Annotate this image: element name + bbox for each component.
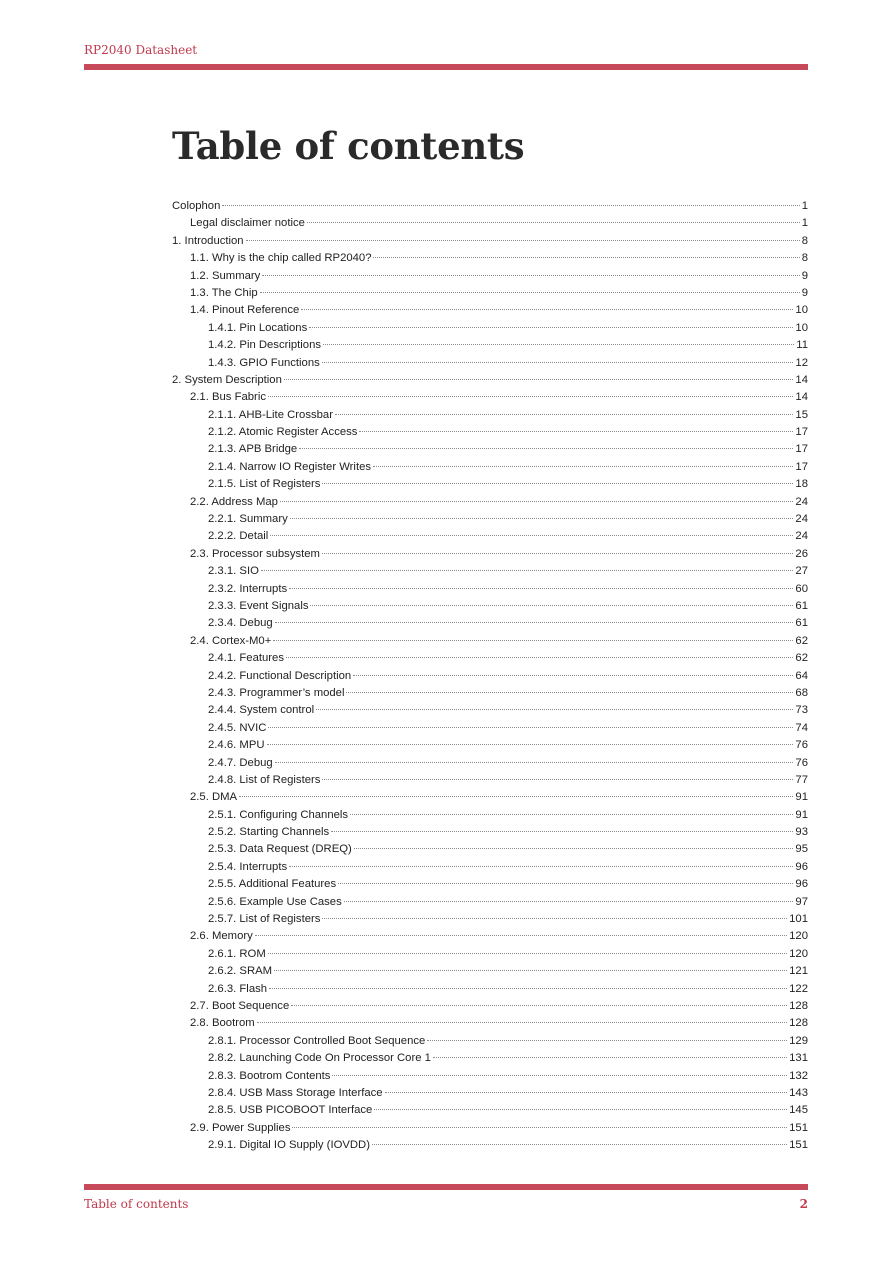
toc-dot-leader bbox=[354, 848, 794, 849]
toc-entry-title: 2.1.1. AHB-Lite Crossbar bbox=[208, 408, 333, 421]
toc-entry-title: 2.2.2. Detail bbox=[208, 530, 269, 543]
toc-entry[interactable] bbox=[172, 1033, 808, 1050]
toc-entry-title: 2.3.3. Event Signals bbox=[208, 599, 309, 612]
toc-entry-title: 2.3.4. Debug bbox=[208, 617, 273, 630]
toc-entry-title: 2. System Description bbox=[172, 373, 282, 386]
toc-entry-title: 2.4.7. Debug bbox=[208, 756, 273, 769]
toc-dot-leader bbox=[372, 1144, 787, 1145]
toc-entry-page-number: 74 bbox=[795, 721, 808, 734]
toc-entry[interactable] bbox=[172, 233, 808, 250]
toc-dot-leader bbox=[273, 640, 793, 641]
toc-entry-title: 2.4.1. Features bbox=[208, 652, 284, 665]
toc-entry-title: 2.3. Processor subsystem bbox=[190, 547, 320, 560]
toc-dot-leader bbox=[322, 362, 794, 363]
toc-dot-leader bbox=[290, 518, 794, 519]
toc-entry-title: 2.1.3. APB Bridge bbox=[208, 443, 298, 456]
toc-entry[interactable] bbox=[172, 320, 808, 337]
toc-entry-page-number: 97 bbox=[795, 895, 808, 908]
toc-entry-page-number: 15 bbox=[795, 408, 808, 421]
toc-entry-page-number: 24 bbox=[795, 530, 808, 543]
toc-entry[interactable] bbox=[172, 528, 808, 545]
toc-dot-leader bbox=[322, 918, 787, 919]
toc-dot-leader bbox=[280, 501, 794, 502]
footer-rule bbox=[84, 1184, 808, 1190]
toc-dot-leader bbox=[267, 744, 794, 745]
toc-entry-page-number: 62 bbox=[795, 634, 808, 647]
toc-dot-leader bbox=[322, 483, 793, 484]
toc-entry[interactable] bbox=[172, 685, 808, 702]
toc-dot-leader bbox=[275, 762, 794, 763]
toc-entry-page-number: 122 bbox=[789, 982, 808, 995]
toc-entry-title: 2.4.2. Functional Description bbox=[208, 669, 352, 682]
toc-dot-leader bbox=[338, 883, 793, 884]
toc-entry[interactable] bbox=[172, 1137, 808, 1154]
toc-entry[interactable] bbox=[172, 650, 808, 667]
toc-entry[interactable] bbox=[172, 998, 808, 1015]
toc-entry-title: 2.8.3. Bootrom Contents bbox=[208, 1069, 331, 1082]
toc-dot-leader bbox=[257, 1022, 787, 1023]
toc-entry[interactable] bbox=[172, 250, 808, 267]
toc-entry-page-number: 14 bbox=[795, 373, 808, 386]
toc-entry[interactable] bbox=[172, 737, 808, 754]
toc-entry[interactable] bbox=[172, 755, 808, 772]
toc-dot-leader bbox=[373, 257, 799, 258]
toc-entry[interactable] bbox=[172, 615, 808, 632]
toc-entry[interactable] bbox=[172, 1015, 808, 1032]
toc-entry-title: 2.8. Bootrom bbox=[190, 1017, 255, 1030]
toc-dot-leader bbox=[332, 1075, 787, 1076]
toc-entry-page-number: 8 bbox=[801, 234, 808, 247]
toc-entry[interactable] bbox=[172, 372, 808, 389]
toc-dot-leader bbox=[433, 1057, 787, 1058]
toc-entry[interactable] bbox=[172, 1102, 808, 1119]
toc-entry-page-number: 73 bbox=[795, 704, 808, 717]
toc-entry-page-number: 10 bbox=[795, 304, 808, 317]
toc-dot-leader bbox=[335, 414, 793, 415]
toc-entry[interactable] bbox=[172, 424, 808, 441]
toc-entry-page-number: 17 bbox=[795, 460, 808, 473]
toc-entry[interactable] bbox=[172, 824, 808, 841]
toc-entry[interactable] bbox=[172, 563, 808, 580]
toc-entry-page-number: 17 bbox=[795, 443, 808, 456]
toc-dot-leader bbox=[255, 935, 787, 936]
toc-entry-title: 2.1.2. Atomic Register Access bbox=[208, 426, 358, 439]
toc-entry[interactable] bbox=[172, 302, 808, 319]
toc-entry-title: 2.5.3. Data Request (DREQ) bbox=[208, 843, 352, 856]
toc-entry-title: 2.4.8. List of Registers bbox=[208, 773, 321, 786]
toc-entry-page-number: 68 bbox=[795, 686, 808, 699]
toc-entry[interactable] bbox=[172, 215, 808, 232]
toc-entry-page-number: 11 bbox=[796, 339, 808, 352]
toc-dot-leader bbox=[274, 970, 787, 971]
toc-entry-page-number: 17 bbox=[795, 426, 808, 439]
toc-entry-page-number: 128 bbox=[789, 1017, 808, 1030]
toc-dot-leader bbox=[239, 796, 793, 797]
table-of-contents bbox=[172, 198, 808, 1154]
header-rule bbox=[84, 64, 808, 70]
toc-entry[interactable] bbox=[172, 1050, 808, 1067]
toc-dot-leader bbox=[359, 431, 793, 432]
toc-entry-page-number: 77 bbox=[795, 773, 808, 786]
toc-dot-leader bbox=[286, 657, 793, 658]
toc-dot-leader bbox=[322, 779, 793, 780]
toc-dot-leader bbox=[331, 831, 793, 832]
toc-entry-title: 2.1. Bus Fabric bbox=[190, 391, 266, 404]
toc-entry-title: 1.1. Why is the chip called RP2040? bbox=[190, 252, 372, 265]
toc-entry[interactable] bbox=[172, 1068, 808, 1085]
toc-dot-leader bbox=[222, 205, 799, 206]
page-title: Table of contents bbox=[172, 124, 525, 168]
toc-entry[interactable] bbox=[172, 963, 808, 980]
toc-entry-title: 2.2. Address Map bbox=[190, 495, 278, 508]
toc-entry-page-number: 93 bbox=[795, 826, 808, 839]
toc-entry[interactable] bbox=[172, 911, 808, 928]
document-title: RP2040 Datasheet bbox=[84, 43, 198, 57]
toc-entry[interactable] bbox=[172, 494, 808, 511]
toc-entry-title: 2.5.7. List of Registers bbox=[208, 913, 321, 926]
toc-entry-page-number: 120 bbox=[789, 947, 808, 960]
toc-entry-title: 2.3.1. SIO bbox=[208, 565, 259, 578]
toc-entry[interactable] bbox=[172, 841, 808, 858]
toc-entry-page-number: 76 bbox=[795, 739, 808, 752]
toc-entry[interactable] bbox=[172, 355, 808, 372]
toc-entry-page-number: 120 bbox=[789, 930, 808, 943]
toc-entry-page-number: 9 bbox=[801, 269, 808, 282]
toc-entry-title: Legal disclaimer notice bbox=[190, 217, 305, 230]
toc-entry-page-number: 1 bbox=[801, 200, 808, 212]
toc-entry[interactable] bbox=[172, 876, 808, 893]
toc-entry[interactable] bbox=[172, 1120, 808, 1137]
toc-entry-title: 1.3. The Chip bbox=[190, 286, 258, 299]
toc-dot-leader bbox=[262, 275, 799, 276]
toc-dot-leader bbox=[268, 396, 793, 397]
toc-dot-leader bbox=[275, 622, 794, 623]
toc-dot-leader bbox=[322, 553, 793, 554]
toc-entry-page-number: 61 bbox=[795, 617, 808, 630]
toc-entry[interactable] bbox=[172, 894, 808, 911]
toc-dot-leader bbox=[373, 466, 793, 467]
toc-entry-title: 2.5.4. Interrupts bbox=[208, 860, 288, 873]
toc-entry-title: 1.4.3. GPIO Functions bbox=[208, 356, 320, 369]
toc-entry-title: 2.9.1. Digital IO Supply (IOVDD) bbox=[208, 1139, 370, 1152]
toc-entry[interactable] bbox=[172, 459, 808, 476]
toc-entry-page-number: 14 bbox=[795, 391, 808, 404]
toc-entry-title: 2.8.1. Processor Controlled Boot Sequence bbox=[208, 1034, 426, 1047]
toc-entry-title: 2.4.5. NVIC bbox=[208, 721, 267, 734]
toc-entry-title: 2.5.2. Starting Channels bbox=[208, 826, 330, 839]
toc-entry-title: 1. Introduction bbox=[172, 234, 244, 247]
toc-entry[interactable] bbox=[172, 807, 808, 824]
toc-entry-page-number: 76 bbox=[795, 756, 808, 769]
toc-dot-leader bbox=[269, 988, 787, 989]
toc-dot-leader bbox=[246, 240, 800, 241]
toc-entry[interactable] bbox=[172, 198, 808, 215]
toc-entry-page-number: 26 bbox=[795, 547, 808, 560]
toc-entry-page-number: 129 bbox=[789, 1034, 808, 1047]
toc-entry-page-number: 132 bbox=[789, 1069, 808, 1082]
toc-entry-title: 2.1.5. List of Registers bbox=[208, 478, 321, 491]
toc-dot-leader bbox=[289, 588, 793, 589]
toc-entry[interactable] bbox=[172, 337, 808, 354]
toc-entry[interactable] bbox=[172, 928, 808, 945]
toc-dot-leader bbox=[299, 448, 793, 449]
toc-dot-leader bbox=[289, 866, 793, 867]
toc-entry-page-number: 95 bbox=[795, 843, 808, 856]
toc-dot-leader bbox=[353, 675, 793, 676]
toc-entry[interactable] bbox=[172, 389, 808, 406]
toc-entry-title: 2.3.2. Interrupts bbox=[208, 582, 288, 595]
toc-dot-leader bbox=[268, 727, 793, 728]
toc-dot-leader bbox=[350, 814, 793, 815]
toc-dot-leader bbox=[261, 570, 794, 571]
toc-dot-leader bbox=[427, 1040, 787, 1041]
toc-dot-leader bbox=[374, 1109, 787, 1110]
toc-dot-leader bbox=[268, 953, 787, 954]
toc-entry-title: 2.4. Cortex-M0+ bbox=[190, 634, 272, 647]
toc-entry-page-number: 24 bbox=[795, 495, 808, 508]
toc-entry-page-number: 64 bbox=[795, 669, 808, 682]
toc-dot-leader bbox=[316, 709, 793, 710]
toc-entry[interactable] bbox=[172, 981, 808, 998]
toc-entry-title: 2.1.4. Narrow IO Register Writes bbox=[208, 460, 372, 473]
toc-entry-title: 2.4.4. System control bbox=[208, 704, 315, 717]
toc-entry[interactable] bbox=[172, 581, 808, 598]
toc-entry-title: 1.2. Summary bbox=[190, 269, 261, 282]
toc-entry[interactable] bbox=[172, 720, 808, 737]
toc-entry[interactable] bbox=[172, 859, 808, 876]
toc-entry-page-number: 121 bbox=[789, 965, 808, 978]
toc-entry-title: 2.7. Boot Sequence bbox=[190, 999, 290, 1012]
toc-entry-page-number: 131 bbox=[789, 1052, 808, 1065]
toc-entry-title: 1.4.2. Pin Descriptions bbox=[208, 339, 322, 352]
toc-entry-title: 1.4.1. Pin Locations bbox=[208, 321, 308, 334]
toc-entry[interactable] bbox=[172, 268, 808, 285]
toc-entry[interactable] bbox=[172, 789, 808, 806]
toc-entry[interactable] bbox=[172, 1085, 808, 1102]
toc-entry-title: 2.8.2. Launching Code On Processor Core 1 bbox=[208, 1052, 431, 1065]
toc-dot-leader bbox=[346, 692, 793, 693]
toc-entry-page-number: 60 bbox=[795, 582, 808, 595]
toc-dot-leader bbox=[310, 605, 793, 606]
toc-entry[interactable] bbox=[172, 668, 808, 685]
toc-entry-page-number: 91 bbox=[795, 791, 808, 804]
toc-dot-leader bbox=[292, 1127, 787, 1128]
toc-entry-title: 2.5.1. Configuring Channels bbox=[208, 808, 349, 821]
toc-entry-page-number: 101 bbox=[789, 913, 808, 926]
toc-entry-page-number: 18 bbox=[795, 478, 808, 491]
toc-entry-page-number: 62 bbox=[795, 652, 808, 665]
toc-entry-title: 2.6.2. SRAM bbox=[208, 965, 273, 978]
toc-entry[interactable] bbox=[172, 407, 808, 424]
toc-entry[interactable] bbox=[172, 946, 808, 963]
toc-dot-leader bbox=[309, 327, 793, 328]
toc-entry-title: 2.5.5. Additional Features bbox=[208, 878, 337, 891]
toc-dot-leader bbox=[301, 309, 793, 310]
toc-entry[interactable] bbox=[172, 702, 808, 719]
toc-entry-title: 2.4.6. MPU bbox=[208, 739, 265, 752]
toc-entry[interactable] bbox=[172, 441, 808, 458]
toc-entry-page-number: 1 bbox=[801, 217, 808, 230]
toc-entry[interactable] bbox=[172, 285, 808, 302]
toc-entry-page-number: 96 bbox=[795, 860, 808, 873]
footer-section-label: Table of contents bbox=[84, 1197, 189, 1211]
toc-entry-page-number: 151 bbox=[789, 1139, 808, 1152]
toc-entry-title: 2.6.3. Flash bbox=[208, 982, 268, 995]
toc-entry-page-number: 12 bbox=[795, 356, 808, 369]
toc-dot-leader bbox=[323, 344, 794, 345]
toc-entry-page-number: 10 bbox=[795, 321, 808, 334]
toc-entry-page-number: 151 bbox=[789, 1121, 808, 1134]
toc-entry-page-number: 128 bbox=[789, 999, 808, 1012]
toc-entry[interactable] bbox=[172, 511, 808, 528]
toc-entry[interactable] bbox=[172, 633, 808, 650]
toc-dot-leader bbox=[307, 222, 800, 223]
toc-entry-page-number: 145 bbox=[789, 1104, 808, 1117]
toc-entry-title: 2.4.3. Programmer’s model bbox=[208, 686, 345, 699]
toc-entry-title: 2.6. Memory bbox=[190, 930, 253, 943]
toc-entry[interactable] bbox=[172, 598, 808, 615]
toc-entry[interactable] bbox=[172, 772, 808, 789]
toc-entry-page-number: 61 bbox=[795, 599, 808, 612]
toc-entry-page-number: 27 bbox=[795, 565, 808, 578]
toc-dot-leader bbox=[260, 292, 800, 293]
toc-entry-page-number: 91 bbox=[795, 808, 808, 821]
toc-entry-title: 2.5. DMA bbox=[190, 791, 238, 804]
toc-entry-title: 2.5.6. Example Use Cases bbox=[208, 895, 342, 908]
toc-entry-page-number: 143 bbox=[789, 1086, 808, 1099]
toc-dot-leader bbox=[291, 1005, 787, 1006]
toc-entry-title: Colophon bbox=[172, 200, 221, 212]
toc-entry-title: 2.9. Power Supplies bbox=[190, 1121, 291, 1134]
toc-dot-leader bbox=[385, 1092, 788, 1093]
toc-entry-page-number: 24 bbox=[795, 513, 808, 526]
toc-entry-title: 2.6.1. ROM bbox=[208, 947, 266, 960]
toc-dot-leader bbox=[270, 535, 793, 536]
toc-entry[interactable] bbox=[172, 546, 808, 563]
toc-dot-leader bbox=[284, 379, 794, 380]
toc-entry[interactable] bbox=[172, 476, 808, 493]
toc-entry-page-number: 9 bbox=[801, 286, 808, 299]
footer-page-number: 2 bbox=[799, 1197, 808, 1211]
toc-entry-title: 2.2.1. Summary bbox=[208, 513, 288, 526]
toc-entry-title: 2.8.5. USB PICOBOOT Interface bbox=[208, 1104, 373, 1117]
toc-entry-title: 1.4. Pinout Reference bbox=[190, 304, 300, 317]
toc-dot-leader bbox=[344, 901, 794, 902]
toc-entry-page-number: 8 bbox=[801, 252, 808, 265]
toc-entry-page-number: 96 bbox=[795, 878, 808, 891]
toc-entry-title: 2.8.4. USB Mass Storage Interface bbox=[208, 1086, 383, 1099]
